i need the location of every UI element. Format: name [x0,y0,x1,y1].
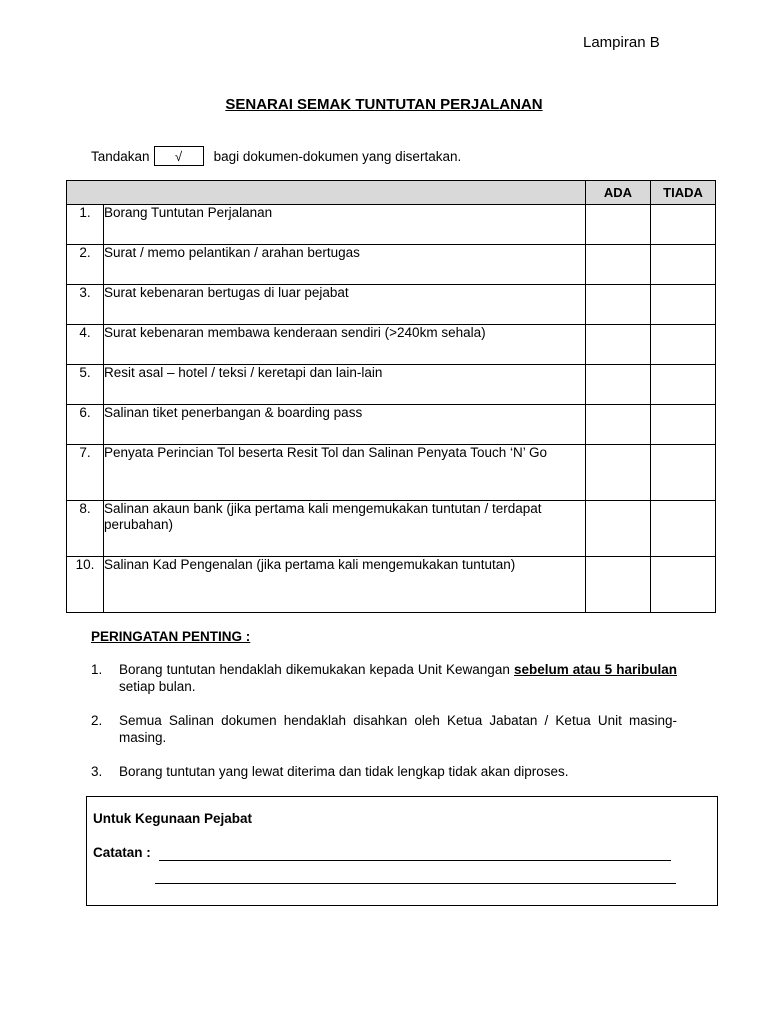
page-title: SENARAI SEMAK TUNTUTAN PERJALANAN [225,96,543,113]
row-number: 8. [67,501,104,557]
catatan-label: Catatan : [93,845,151,860]
tiada-checkbox-cell[interactable] [651,445,716,501]
note-text-pre: Semua Salinan dokumen hendaklah disahkan oleh Ketua Jabatan / Ketua Unit masing-masing. [119,713,677,745]
lampiran-label: Lampiran B [583,34,660,51]
tiada-checkbox-cell[interactable] [651,325,716,365]
header-blank-cell [67,181,586,205]
ada-checkbox-cell[interactable] [586,365,651,405]
note-text [119,661,677,695]
row-number: 7. [67,445,104,501]
row-number: 4. [67,325,104,365]
ada-checkbox-cell[interactable] [586,557,651,613]
note-item [91,763,677,780]
table-row [67,557,716,613]
table-header-row [67,181,716,205]
row-description: Surat kebenaran bertugas di luar pejabat [104,285,586,325]
ada-checkbox-cell[interactable] [586,245,651,285]
row-description: Borang Tuntutan Perjalanan [104,205,586,245]
row-description: Penyata Perincian Tol beserta Resit Tol dan Salinan Penyata Touch ‘N’ Go [104,445,586,501]
ada-checkbox-cell[interactable] [586,325,651,365]
peringatan-notes [91,661,677,797]
catatan-line-2[interactable] [155,883,676,884]
ada-checkbox-cell[interactable] [586,445,651,501]
note-text [119,712,677,746]
check-sample-box: √ [154,146,204,166]
instruction-before: Tandakan [91,148,150,164]
tiada-checkbox-cell[interactable] [651,245,716,285]
note-number: 1. [91,662,103,677]
note-text-post: setiap bulan. [119,679,196,694]
row-number: 2. [67,245,104,285]
table-row [67,501,716,557]
col-ada-header: ADA [586,181,651,205]
row-description: Surat / memo pelantikan / arahan bertugas [104,245,586,285]
ada-checkbox-cell[interactable] [586,285,651,325]
tiada-checkbox-cell[interactable] [651,285,716,325]
tiada-checkbox-cell[interactable] [651,365,716,405]
ada-checkbox-cell[interactable] [586,501,651,557]
note-item [91,712,677,746]
row-description: Salinan tiket penerbangan & boarding pass [104,405,586,445]
tiada-checkbox-cell[interactable] [651,405,716,445]
checklist-table [66,180,716,613]
instruction-after: bagi dokumen-dokumen yang disertakan. [213,148,462,164]
note-text [119,763,677,780]
table-row [67,245,716,285]
ada-checkbox-cell[interactable] [586,205,651,245]
office-use-box [86,796,718,906]
row-number: 5. [67,365,104,405]
row-description: Resit asal – hotel / teksi / keretapi dan lain-lain [104,365,586,405]
peringatan-title: PERINGATAN PENTING : [91,629,251,644]
table-row [67,325,716,365]
row-number: 3. [67,285,104,325]
note-text-emphasis: sebelum atau 5 haribulan [513,662,678,677]
row-number: 1. [67,205,104,245]
table-row [67,445,716,501]
note-number: 3. [91,764,103,779]
table-row [67,285,716,325]
ada-checkbox-cell[interactable] [586,405,651,445]
table-row [67,205,716,245]
row-number: 6. [67,405,104,445]
office-use-title: Untuk Kegunaan Pejabat [93,811,253,826]
tiada-checkbox-cell[interactable] [651,501,716,557]
note-number: 2. [91,713,103,728]
col-tiada-header: TIADA [651,181,716,205]
tiada-checkbox-cell[interactable] [651,557,716,613]
note-text-pre: Borang tuntutan hendaklah dikemukakan kepada Unit Kewangan [119,662,514,677]
tiada-checkbox-cell[interactable] [651,205,716,245]
table-row [67,365,716,405]
note-text-pre: Borang tuntutan yang lewat diterima dan tidak lengkap tidak akan diproses. [119,764,569,779]
row-description: Salinan akaun bank (jika pertama kali mengemukakan tuntutan / terdapat perubahan) [104,501,586,557]
table-row [67,405,716,445]
row-description: Salinan Kad Pengenalan (jika pertama kali mengemukakan tuntutan) [104,557,586,613]
catatan-line-1[interactable] [159,860,671,861]
row-description: Surat kebenaran membawa kenderaan sendiri (>240km sehala) [104,325,586,365]
instruction-line [91,146,461,166]
note-item [91,661,677,695]
row-number: 10. [67,557,104,613]
